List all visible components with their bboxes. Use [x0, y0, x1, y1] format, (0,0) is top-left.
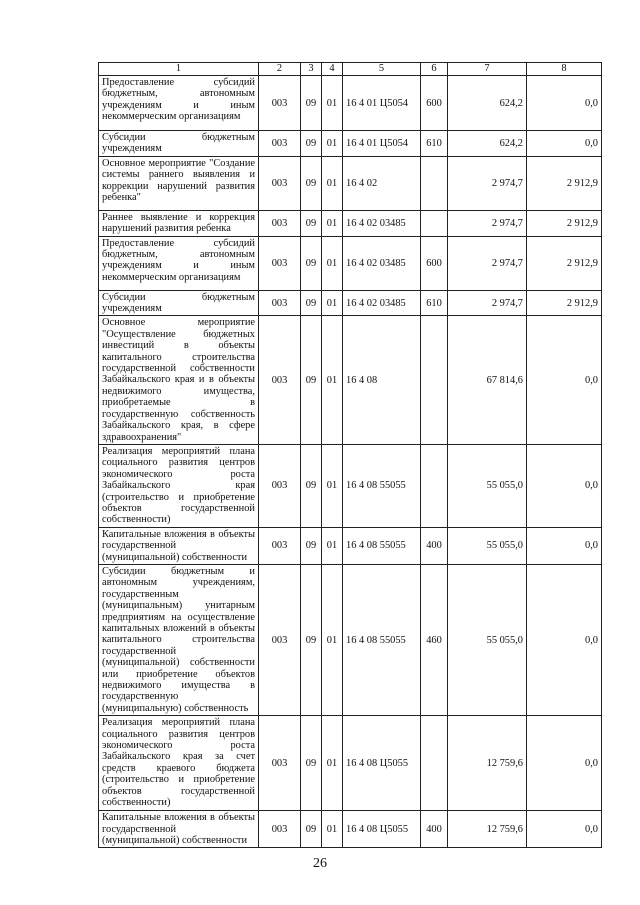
column-header: 8: [527, 63, 602, 76]
row-amount-next-cell: 0,0: [527, 444, 602, 527]
row-target-article-cell: 16 4 01 Ц5054: [343, 131, 421, 157]
page-number: 26: [313, 856, 327, 871]
row-name-cell: Реализация мероприятий плана социального развития центров экономического роста Забайкальского края (строительство и приобретение объектов государственной собственности): [99, 444, 259, 527]
column-header: 1: [99, 63, 259, 76]
row-amount-next-cell: 2 912,9: [527, 156, 602, 210]
row-expense-type-cell: 400: [421, 811, 448, 848]
row-code-cell: 003: [259, 716, 301, 811]
row-expense-type-cell: [421, 444, 448, 527]
row-target-article-cell: 16 4 08 55055: [343, 444, 421, 527]
row-section-cell: 09: [301, 716, 322, 811]
row-target-article-cell: 16 4 08 55055: [343, 564, 421, 715]
row-name-cell: Субсидии бюджетным учреждениям: [99, 131, 259, 157]
row-subsection-cell: 01: [322, 236, 343, 290]
table-row: [99, 76, 602, 131]
row-section-cell: 09: [301, 210, 322, 236]
row-subsection-cell: 01: [322, 316, 343, 444]
table-row: [99, 527, 602, 564]
table-row: [99, 564, 602, 715]
row-target-article-cell: 16 4 02: [343, 156, 421, 210]
table-row: [99, 316, 602, 444]
row-expense-type-cell: 610: [421, 131, 448, 157]
row-expense-type-cell: 400: [421, 527, 448, 564]
row-subsection-cell: 01: [322, 564, 343, 715]
row-expense-type-cell: [421, 210, 448, 236]
row-expense-type-cell: 600: [421, 76, 448, 131]
row-amount-cell: 2 974,7: [448, 290, 527, 316]
row-code-cell: 003: [259, 76, 301, 131]
row-amount-cell: 2 974,7: [448, 156, 527, 210]
row-code-cell: 003: [259, 236, 301, 290]
table-row: [99, 716, 602, 811]
table-row: [99, 811, 602, 848]
row-amount-cell: 55 055,0: [448, 527, 527, 564]
row-target-article-cell: 16 4 08 Ц5055: [343, 811, 421, 848]
row-name-cell: Субсидии бюджетным учреждениям: [99, 290, 259, 316]
table-row: [99, 444, 602, 527]
row-code-cell: 003: [259, 444, 301, 527]
row-subsection-cell: 01: [322, 716, 343, 811]
row-amount-next-cell: 0,0: [527, 76, 602, 131]
row-name-cell: Капитальные вложения в объекты государственной (муниципальной) собственности: [99, 811, 259, 848]
row-amount-cell: 55 055,0: [448, 564, 527, 715]
column-header: 6: [421, 63, 448, 76]
row-name-cell: Предоставление субсидий бюджетным, автономным учреждениям и иным некоммерческим организациям: [99, 236, 259, 290]
row-subsection-cell: 01: [322, 290, 343, 316]
row-amount-next-cell: 2 912,9: [527, 290, 602, 316]
budget-table-container: [98, 62, 602, 848]
row-amount-next-cell: 0,0: [527, 527, 602, 564]
row-amount-cell: 55 055,0: [448, 444, 527, 527]
table-row: [99, 210, 602, 236]
row-section-cell: 09: [301, 564, 322, 715]
table-header-row: [99, 63, 602, 76]
row-section-cell: 09: [301, 290, 322, 316]
row-name-cell: Капитальные вложения в объекты государственной (муниципальной) собственности: [99, 527, 259, 564]
row-expense-type-cell: [421, 316, 448, 444]
row-code-cell: 003: [259, 131, 301, 157]
row-expense-type-cell: [421, 156, 448, 210]
row-subsection-cell: 01: [322, 444, 343, 527]
row-subsection-cell: 01: [322, 527, 343, 564]
row-amount-next-cell: 0,0: [527, 316, 602, 444]
row-amount-cell: 67 814,6: [448, 316, 527, 444]
row-name-cell: Реализация мероприятий плана социального развития центров экономического роста Забайкальского края за счет средств краевого бюджета (строительство и приобретение объектов государственной собственности): [99, 716, 259, 811]
row-name-cell: Предоставление субсидий бюджетным, автономным учреждениям и иным некоммерческим организациям: [99, 76, 259, 131]
row-amount-next-cell: 0,0: [527, 811, 602, 848]
row-target-article-cell: 16 4 02 03485: [343, 290, 421, 316]
row-target-article-cell: 16 4 01 Ц5054: [343, 76, 421, 131]
table-row: [99, 131, 602, 157]
row-name-cell: Основное мероприятие "Создание системы раннего выявления и коррекции нарушений развития ребенка": [99, 156, 259, 210]
row-section-cell: 09: [301, 131, 322, 157]
row-code-cell: 003: [259, 290, 301, 316]
row-subsection-cell: 01: [322, 76, 343, 131]
row-amount-next-cell: 0,0: [527, 564, 602, 715]
row-subsection-cell: 01: [322, 156, 343, 210]
row-amount-next-cell: 0,0: [527, 131, 602, 157]
row-section-cell: 09: [301, 316, 322, 444]
column-header: 4: [322, 63, 343, 76]
table-row: [99, 290, 602, 316]
row-section-cell: 09: [301, 156, 322, 210]
row-code-cell: 003: [259, 564, 301, 715]
row-amount-cell: 2 974,7: [448, 236, 527, 290]
row-subsection-cell: 01: [322, 811, 343, 848]
row-amount-cell: 12 759,6: [448, 811, 527, 848]
row-code-cell: 003: [259, 316, 301, 444]
row-expense-type-cell: 610: [421, 290, 448, 316]
budget-table: [98, 62, 602, 848]
row-expense-type-cell: 460: [421, 564, 448, 715]
row-expense-type-cell: 600: [421, 236, 448, 290]
row-amount-next-cell: 0,0: [527, 716, 602, 811]
row-target-article-cell: 16 4 02 03485: [343, 236, 421, 290]
row-amount-cell: 2 974,7: [448, 210, 527, 236]
column-header: 5: [343, 63, 421, 76]
row-code-cell: 003: [259, 527, 301, 564]
row-name-cell: Субсидии бюджетным и автономным учреждениям, государственным (муниципальным) унитарным предприятиям на осуществление капитальных вложений в объекты капитального строительства государственной (муниципальной) собственности или приобретение объектов недвижимого имущества в государственную (муниципальную) собственность: [99, 564, 259, 715]
column-header: 2: [259, 63, 301, 76]
row-section-cell: 09: [301, 527, 322, 564]
row-code-cell: 003: [259, 156, 301, 210]
column-header: 7: [448, 63, 527, 76]
row-amount-cell: 624,2: [448, 131, 527, 157]
column-header: 3: [301, 63, 322, 76]
row-expense-type-cell: [421, 716, 448, 811]
row-section-cell: 09: [301, 236, 322, 290]
row-code-cell: 003: [259, 811, 301, 848]
row-target-article-cell: 16 4 08: [343, 316, 421, 444]
row-amount-next-cell: 2 912,9: [527, 210, 602, 236]
row-subsection-cell: 01: [322, 131, 343, 157]
row-name-cell: Раннее выявление и коррекция нарушений развития ребенка: [99, 210, 259, 236]
row-section-cell: 09: [301, 76, 322, 131]
row-amount-next-cell: 2 912,9: [527, 236, 602, 290]
row-name-cell: Основное мероприятие "Осуществление бюджетных инвестиций в объекты капитального строительства государственной собственности Забайкальского края и в объекты недвижимого имущества, приобретаемые в государственную собственность Забайкальского края, в сфере здравоохранения": [99, 316, 259, 444]
row-target-article-cell: 16 4 08 Ц5055: [343, 716, 421, 811]
row-target-article-cell: 16 4 08 55055: [343, 527, 421, 564]
row-target-article-cell: 16 4 02 03485: [343, 210, 421, 236]
row-amount-cell: 624,2: [448, 76, 527, 131]
row-subsection-cell: 01: [322, 210, 343, 236]
table-row: [99, 156, 602, 210]
table-row: [99, 236, 602, 290]
row-code-cell: 003: [259, 210, 301, 236]
row-section-cell: 09: [301, 811, 322, 848]
row-section-cell: 09: [301, 444, 322, 527]
row-amount-cell: 12 759,6: [448, 716, 527, 811]
